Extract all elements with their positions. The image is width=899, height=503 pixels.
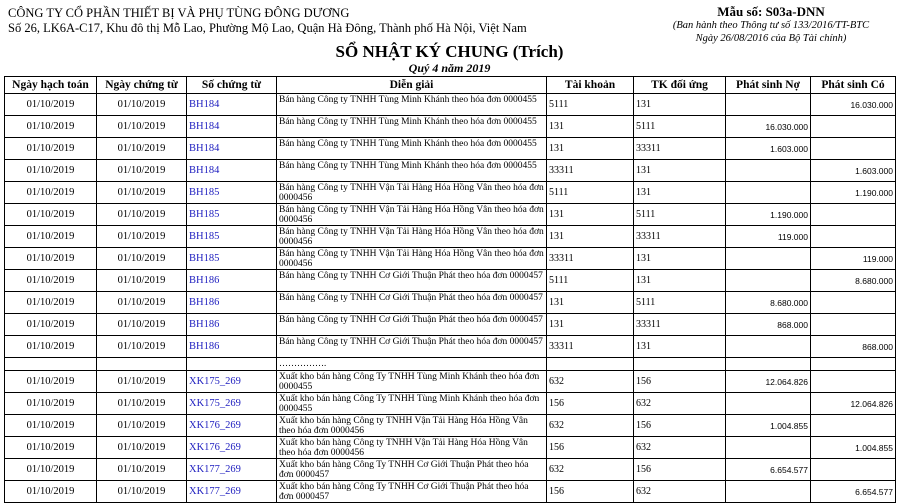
credit-amount xyxy=(811,226,896,248)
posting-date: 01/10/2019 xyxy=(5,204,97,226)
table-body xyxy=(5,94,896,503)
debit-amount: 1.190.000 xyxy=(726,204,811,226)
document-number-link[interactable]: BH185 xyxy=(187,182,277,204)
posting-date: 01/10/2019 xyxy=(5,160,97,182)
account: 156 xyxy=(547,393,634,415)
form-code: Mẫu số: S03a-DNN xyxy=(717,4,825,19)
document-number-link[interactable]: BH186 xyxy=(187,336,277,358)
company-address: Số 26, LK6A-C17, Khu đô thị Mỗ Lao, Phường Mộ Lao, Quận Hà Đông, Thành phố Hà Nội, Việt Nam xyxy=(8,21,527,35)
debit-amount xyxy=(726,481,811,503)
debit-amount xyxy=(726,437,811,459)
document-date: 01/10/2019 xyxy=(97,138,187,160)
table-row xyxy=(5,292,896,314)
description: Xuất kho bán hàng Công Ty TNHH Tùng Minh Khánh theo hóa đơn 0000455 xyxy=(277,371,547,393)
col-credit: Phát sinh Có xyxy=(811,77,896,94)
table-row xyxy=(5,415,896,437)
account: 33311 xyxy=(547,248,634,270)
separator-cell xyxy=(547,358,634,371)
document-number-link[interactable]: XK176_269 xyxy=(187,437,277,459)
account: 131 xyxy=(547,226,634,248)
description: Bán hàng Công ty TNHH Cơ Giới Thuận Phát theo hóa đơn 0000457 xyxy=(277,292,547,314)
col-description: Diễn giải xyxy=(277,77,547,94)
debit-amount xyxy=(726,94,811,116)
contra-account: 156 xyxy=(634,459,726,481)
document-date: 01/10/2019 xyxy=(97,226,187,248)
document-date: 01/10/2019 xyxy=(97,292,187,314)
table-row xyxy=(5,336,896,358)
account: 632 xyxy=(547,415,634,437)
page-title: SỔ NHẬT KÝ CHUNG (Trích) xyxy=(335,42,564,61)
credit-amount xyxy=(811,314,896,336)
account: 131 xyxy=(547,292,634,314)
contra-account: 33311 xyxy=(634,138,726,160)
separator-cell xyxy=(187,358,277,371)
contra-account: 131 xyxy=(634,270,726,292)
document-date: 01/10/2019 xyxy=(97,182,187,204)
debit-amount: 1.603.000 xyxy=(726,138,811,160)
debit-amount xyxy=(726,248,811,270)
credit-amount xyxy=(811,116,896,138)
document-date: 01/10/2019 xyxy=(97,248,187,270)
document-date: 01/10/2019 xyxy=(97,94,187,116)
form-note-date: Ngày 26/08/2016 của Bộ Tài chính) xyxy=(695,32,847,44)
credit-amount xyxy=(811,415,896,437)
posting-date: 01/10/2019 xyxy=(5,94,97,116)
table-row xyxy=(5,459,896,481)
document-number-link[interactable]: XK177_269 xyxy=(187,481,277,503)
col-document-number: Số chứng từ xyxy=(187,77,277,94)
contra-account: 131 xyxy=(634,94,726,116)
company-name: CÔNG TY CỔ PHẦN THIẾT BỊ VÀ PHỤ TÙNG ĐÔNG DƯƠNG xyxy=(8,6,350,20)
contra-account: 632 xyxy=(634,481,726,503)
document-number-link[interactable]: BH184 xyxy=(187,160,277,182)
description: Xuất kho bán hàng Công Ty TNHH Cơ Giới Thuận Phát theo hóa đơn 0000457 xyxy=(277,459,547,481)
table-header-row xyxy=(5,77,896,94)
page-subtitle: Quý 4 năm 2019 xyxy=(408,61,491,75)
table-row xyxy=(5,204,896,226)
document-date: 01/10/2019 xyxy=(97,314,187,336)
debit-amount xyxy=(726,393,811,415)
debit-amount: 119.000 xyxy=(726,226,811,248)
separator-cell xyxy=(811,358,896,371)
document-date: 01/10/2019 xyxy=(97,481,187,503)
table-row xyxy=(5,270,896,292)
col-document-date: Ngày chứng từ xyxy=(97,77,187,94)
credit-amount: 1.004.855 xyxy=(811,437,896,459)
posting-date: 01/10/2019 xyxy=(5,336,97,358)
posting-date: 01/10/2019 xyxy=(5,116,97,138)
posting-date: 01/10/2019 xyxy=(5,314,97,336)
account: 632 xyxy=(547,459,634,481)
credit-amount xyxy=(811,371,896,393)
account: 33311 xyxy=(547,336,634,358)
account: 131 xyxy=(547,116,634,138)
description: Bán hàng Công ty TNHH Cơ Giới Thuận Phát theo hóa đơn 0000457 xyxy=(277,270,547,292)
table-row xyxy=(5,226,896,248)
posting-date: 01/10/2019 xyxy=(5,481,97,503)
contra-account: 632 xyxy=(634,437,726,459)
posting-date: 01/10/2019 xyxy=(5,248,97,270)
account: 632 xyxy=(547,371,634,393)
document-number-link[interactable]: XK175_269 xyxy=(187,371,277,393)
credit-amount: 16.030.000 xyxy=(811,94,896,116)
document-number-link[interactable]: BH185 xyxy=(187,226,277,248)
posting-date: 01/10/2019 xyxy=(5,371,97,393)
credit-amount: 119.000 xyxy=(811,248,896,270)
document-date: 01/10/2019 xyxy=(97,336,187,358)
document-date: 01/10/2019 xyxy=(97,270,187,292)
credit-amount: 1.603.000 xyxy=(811,160,896,182)
posting-date: 01/10/2019 xyxy=(5,459,97,481)
col-debit: Phát sinh Nợ xyxy=(726,77,811,94)
debit-amount: 8.680.000 xyxy=(726,292,811,314)
account: 156 xyxy=(547,481,634,503)
debit-amount xyxy=(726,336,811,358)
account: 33311 xyxy=(547,160,634,182)
table-row xyxy=(5,248,896,270)
contra-account: 131 xyxy=(634,182,726,204)
debit-amount: 1.004.855 xyxy=(726,415,811,437)
document-date: 01/10/2019 xyxy=(97,371,187,393)
credit-amount: 1.190.000 xyxy=(811,182,896,204)
posting-date: 01/10/2019 xyxy=(5,437,97,459)
credit-amount: 6.654.577 xyxy=(811,481,896,503)
separator-row xyxy=(5,358,896,371)
document-number-link[interactable]: BH184 xyxy=(187,116,277,138)
debit-amount xyxy=(726,270,811,292)
contra-account: 156 xyxy=(634,415,726,437)
description: Xuất kho bán hàng Công ty TNHH Vận Tải Hàng Hóa Hồng Vân theo hóa đơn 0000456 xyxy=(277,415,547,437)
separator-cell xyxy=(97,358,187,371)
document-date: 01/10/2019 xyxy=(97,437,187,459)
contra-account: 156 xyxy=(634,371,726,393)
description: Xuất kho bán hàng Công ty TNHH Vận Tải Hàng Hóa Hồng Vân theo hóa đơn 0000456 xyxy=(277,437,547,459)
table-row xyxy=(5,138,896,160)
debit-amount xyxy=(726,182,811,204)
table-row xyxy=(5,437,896,459)
table-row xyxy=(5,116,896,138)
debit-amount: 868.000 xyxy=(726,314,811,336)
company-header xyxy=(8,6,527,36)
description: Bán hàng Công ty TNHH Tùng Minh Khánh theo hóa đơn 0000455 xyxy=(277,94,547,116)
debit-amount xyxy=(726,160,811,182)
contra-account: 131 xyxy=(634,336,726,358)
separator-cell xyxy=(634,358,726,371)
account: 156 xyxy=(547,437,634,459)
document-number-link[interactable]: XK175_269 xyxy=(187,393,277,415)
description: Bán hàng Công ty TNHH Vận Tải Hàng Hóa Hồng Vân theo hóa đơn 0000456 xyxy=(277,248,547,270)
description: Bán hàng Công ty TNHH Tùng Minh Khánh theo hóa đơn 0000455 xyxy=(277,138,547,160)
document-number-link[interactable]: BH185 xyxy=(187,248,277,270)
document-date: 01/10/2019 xyxy=(97,204,187,226)
document-number-link[interactable]: BH184 xyxy=(187,94,277,116)
account: 5111 xyxy=(547,270,634,292)
debit-amount: 6.654.577 xyxy=(726,459,811,481)
table-row xyxy=(5,160,896,182)
posting-date: 01/10/2019 xyxy=(5,182,97,204)
document-number-link[interactable]: BH184 xyxy=(187,138,277,160)
contra-account: 5111 xyxy=(634,116,726,138)
document-number-link[interactable]: BH186 xyxy=(187,292,277,314)
account: 5111 xyxy=(547,94,634,116)
table-row xyxy=(5,94,896,116)
contra-account: 632 xyxy=(634,393,726,415)
col-account: Tài khoản xyxy=(547,77,634,94)
contra-account: 5111 xyxy=(634,204,726,226)
col-contra-account: TK đối ứng xyxy=(634,77,726,94)
description: Xuất kho bán hàng Công Ty TNHH Cơ Giới Thuận Phát theo hóa đơn 0000457 xyxy=(277,481,547,503)
credit-amount xyxy=(811,292,896,314)
description: Xuất kho bán hàng Công Ty TNHH Tùng Minh Khánh theo hóa đơn 0000455 xyxy=(277,393,547,415)
contra-account: 131 xyxy=(634,160,726,182)
debit-amount: 12.064.826 xyxy=(726,371,811,393)
description: Bán hàng Công ty TNHH Tùng Minh Khánh theo hóa đơn 0000455 xyxy=(277,116,547,138)
description: Bán hàng Công ty TNHH Cơ Giới Thuận Phát theo hóa đơn 0000457 xyxy=(277,314,547,336)
table-row xyxy=(5,481,896,503)
document-number-link[interactable]: XK176_269 xyxy=(187,415,277,437)
credit-amount xyxy=(811,138,896,160)
posting-date: 01/10/2019 xyxy=(5,226,97,248)
debit-amount: 16.030.000 xyxy=(726,116,811,138)
description: Bán hàng Công ty TNHH Vận Tải Hàng Hóa Hồng Vân theo hóa đơn 0000456 xyxy=(277,204,547,226)
separator-cell xyxy=(5,358,97,371)
account: 131 xyxy=(547,314,634,336)
document-number-link[interactable]: XK177_269 xyxy=(187,459,277,481)
document-number-link[interactable]: BH185 xyxy=(187,204,277,226)
contra-account: 33311 xyxy=(634,314,726,336)
contra-account: 5111 xyxy=(634,292,726,314)
document-date: 01/10/2019 xyxy=(97,160,187,182)
form-info xyxy=(651,4,891,45)
contra-account: 33311 xyxy=(634,226,726,248)
table-row xyxy=(5,314,896,336)
posting-date: 01/10/2019 xyxy=(5,393,97,415)
separator-cell xyxy=(726,358,811,371)
posting-date: 01/10/2019 xyxy=(5,415,97,437)
table-row xyxy=(5,371,896,393)
form-note-circular: (Ban hành theo Thông tư số 133/2016/TT-BTC xyxy=(672,20,870,31)
description: Bán hàng Công ty TNHH Cơ Giới Thuận Phát theo hóa đơn 0000457 xyxy=(277,336,547,358)
document-date: 01/10/2019 xyxy=(97,116,187,138)
credit-amount: 12.064.826 xyxy=(811,393,896,415)
document-date: 01/10/2019 xyxy=(97,459,187,481)
credit-amount: 8.680.000 xyxy=(811,270,896,292)
document-number-link[interactable]: BH186 xyxy=(187,270,277,292)
account: 5111 xyxy=(547,182,634,204)
posting-date: 01/10/2019 xyxy=(5,138,97,160)
posting-date: 01/10/2019 xyxy=(5,270,97,292)
description: Bán hàng Công ty TNHH Vận Tải Hàng Hóa Hồng Vân theo hóa đơn 0000456 xyxy=(277,226,547,248)
document-number-link[interactable]: BH186 xyxy=(187,314,277,336)
credit-amount: 868.000 xyxy=(811,336,896,358)
account: 131 xyxy=(547,138,634,160)
col-posting-date: Ngày hạch toán xyxy=(5,77,97,94)
table-row xyxy=(5,393,896,415)
journal-table xyxy=(4,76,896,503)
document-date: 01/10/2019 xyxy=(97,415,187,437)
table-row xyxy=(5,182,896,204)
credit-amount xyxy=(811,459,896,481)
credit-amount xyxy=(811,204,896,226)
description: Bán hàng Công ty TNHH Vận Tải Hàng Hóa Hồng Vân theo hóa đơn 0000456 xyxy=(277,182,547,204)
description: Bán hàng Công ty TNHH Tùng Minh Khánh theo hóa đơn 0000455 xyxy=(277,160,547,182)
document-date: 01/10/2019 xyxy=(97,393,187,415)
contra-account: 131 xyxy=(634,248,726,270)
ellipsis-text: ……………. xyxy=(277,358,547,371)
account: 131 xyxy=(547,204,634,226)
posting-date: 01/10/2019 xyxy=(5,292,97,314)
